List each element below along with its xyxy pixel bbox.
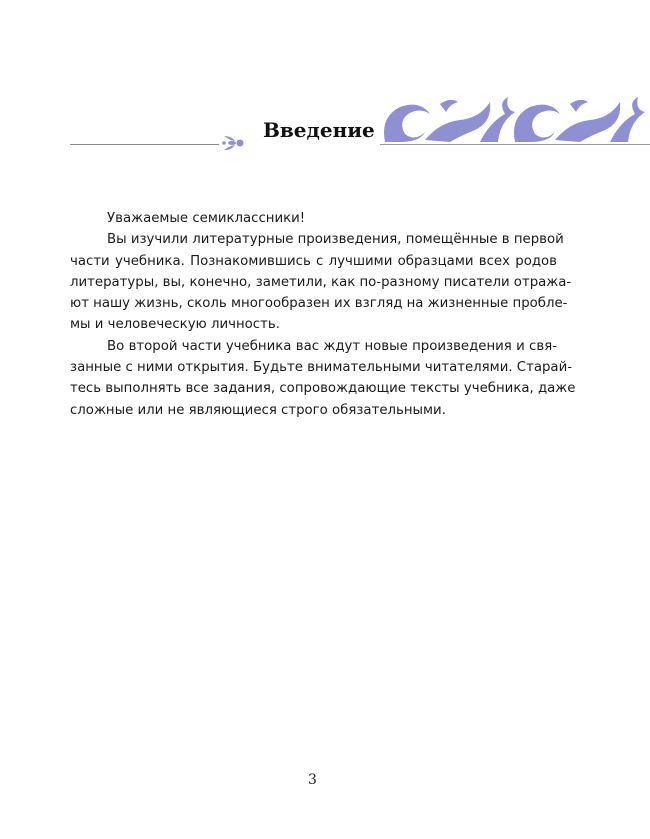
- text-line: тесь выполнять все задания, сопровождающие тексты учебника, даже: [70, 381, 576, 397]
- text-line: литературы, вы, конечно, заметили, как по-разному писатели отража-: [70, 274, 572, 290]
- page-number: 3: [308, 772, 317, 788]
- header-rule-right: [380, 144, 650, 145]
- small-ornament-icon: [220, 132, 246, 154]
- text-line: Вы изучили литературные произведения, помещённые в первой: [107, 232, 564, 248]
- text-line: мы и человеческую личность.: [70, 317, 280, 333]
- text-line: части учебника. Познакомившись с лучшими образцами всех родов: [70, 253, 557, 269]
- header-rule-left: [70, 144, 219, 145]
- text-line: Уважаемые семиклассники!: [107, 211, 306, 226]
- text-line: ют нашу жизнь, сколь многообразен их взгляд на жизненные пробле-: [70, 296, 568, 312]
- text-line: сложные или не являющиеся строго обязательными.: [70, 402, 446, 418]
- intro-text: [70, 208, 576, 421]
- text-line: Во второй части учебника вас ждут новые произведения и свя-: [107, 338, 557, 354]
- text-line: занные с ними открытия. Будьте внимательными читателями. Старай-: [70, 360, 573, 376]
- page-title: Введение: [263, 118, 375, 142]
- decorative-ornament-icon: [380, 92, 650, 146]
